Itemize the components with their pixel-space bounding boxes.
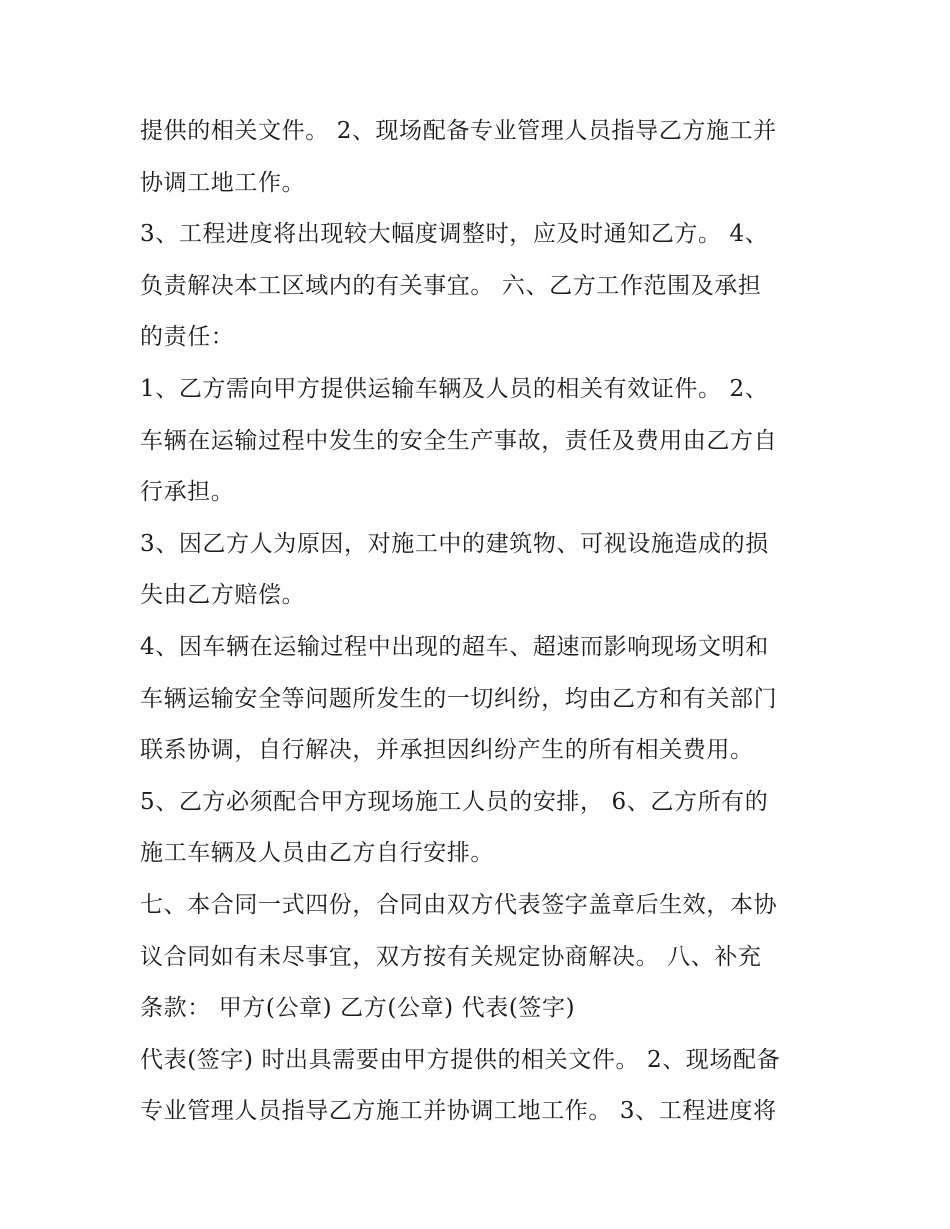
text-line: 4、因车辆在运输过程中出现的超车、超速而影响现场文明和 xyxy=(140,633,769,660)
text-line: 议合同如有未尽事宜，双方按有关规定协商解决。 八、补充 xyxy=(140,943,762,970)
text-line: 3、工程进度将出现较大幅度调整时，应及时通知乙方。 4、 xyxy=(140,221,769,248)
text-line: 负责解决本工区域内的有关事宜。 六、乙方工作范围及承担 xyxy=(140,272,762,299)
text-line: 施工车辆及人员由乙方自行安排。 xyxy=(140,840,494,867)
text-line: 3、因乙方人为原因，对施工中的建筑物、可视设施造成的损 xyxy=(140,530,769,557)
text-line: 提供的相关文件。 2、现场配备专业管理人员指导乙方施工并 xyxy=(140,118,777,144)
text-line: 专业管理人员指导乙方施工并协调工地工作。 3、工程进度将 xyxy=(140,1098,777,1125)
text-line: 联系协调，自行解决，并承担因纠纷产生的所有相关费用。 xyxy=(140,737,754,764)
text-line: 的责任： xyxy=(140,324,235,351)
text-line: 车辆运输安全等问题所发生的一切纠纷，均由乙方和有关部门 xyxy=(140,685,778,712)
text-line: 失由乙方赔偿。 xyxy=(140,582,306,609)
text-line: 条款： 甲方(公章) 乙方(公章) 代表(签字) xyxy=(140,995,576,1022)
text-line: 代表(签字) 时出具需要由甲方提供的相关文件。 2、现场配备 xyxy=(140,1046,781,1073)
text-line: 5、乙方必须配合甲方现场施工人员的安排， 6、乙方所有的 xyxy=(140,788,769,815)
text-line: 行承担。 xyxy=(140,479,235,506)
contract-text xyxy=(140,106,830,1138)
text-line: 七、本合同一式四份，合同由双方代表签字盖章后生效，本协 xyxy=(140,891,778,918)
text-line: 车辆在运输过程中发生的安全生产事故，责任及费用由乙方自 xyxy=(140,427,778,454)
text-line: 协调工地工作。 xyxy=(140,169,306,196)
text-line: 1、乙方需向甲方提供运输车辆及人员的相关有效证件。 2、 xyxy=(140,375,769,402)
